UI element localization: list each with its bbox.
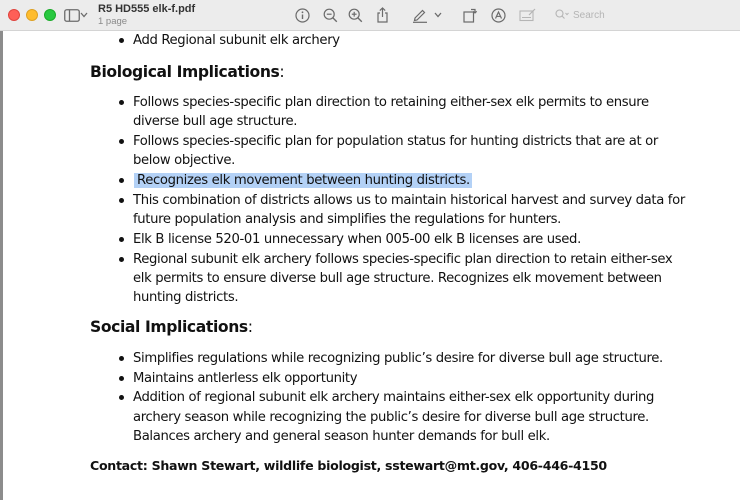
document-title: R5 HD555 elk-f.pdf (98, 3, 196, 15)
markup-pen-icon[interactable] (410, 6, 430, 24)
biological-implications-heading: Biological Implications: (90, 63, 285, 81)
form-icon[interactable] (518, 6, 538, 24)
bullet (119, 198, 124, 203)
search-icon (555, 9, 569, 23)
bullet (119, 376, 124, 381)
bio-line-7: future population analysis and simplifies the regulations for hunters. (133, 212, 562, 227)
search-field[interactable] (555, 7, 740, 24)
search-placeholder: Search (573, 10, 605, 21)
minimize-window-button[interactable] (26, 9, 38, 21)
zoom-out-icon[interactable] (320, 6, 340, 24)
social-implications-heading: Social Implications: (90, 318, 253, 336)
bullet (119, 257, 124, 262)
close-window-button[interactable] (8, 9, 20, 21)
window-edge (0, 31, 3, 500)
bullet (119, 356, 124, 361)
bio-line-8: Elk B license 520-01 unnecessary when 005-00 elk B licenses are used. (133, 232, 581, 247)
rotate-icon[interactable] (460, 6, 480, 24)
bullet (119, 38, 124, 43)
social-line-2: Maintains antlerless elk opportunity (133, 371, 358, 386)
social-line-1: Simplifies regulations while recognizing public’s desire for diverse bull age structure. (133, 351, 663, 366)
markup-chevron-down-icon[interactable] (432, 6, 444, 24)
contact-line: Contact: Shawn Stewart, wildlife biologist, sstewart@mt.gov, 406-446-4150 (90, 458, 607, 473)
text-highlight[interactable]: Recognizes elk movement between hunting districts. (134, 173, 472, 188)
bullet (119, 178, 124, 183)
bio-line-10: elk permits to ensure diverse bull age structure. Recognizes elk movement between (133, 271, 662, 286)
social-line-4: archery season while recognizing the public’s desire for diverse bull age structure. (133, 410, 649, 425)
social-line-3: Addition of regional subunit elk archery maintains either-sex elk opportunity during (133, 390, 655, 405)
bio-line-5-highlighted[interactable] (136, 172, 472, 190)
toolbar (0, 0, 740, 31)
bullet-text-add-archery: Add Regional subunit elk archery (133, 33, 340, 48)
bullet (119, 139, 124, 144)
bio-line-1: Follows species-specific plan direction to retaining either-sex elk permits to ensure (133, 95, 649, 110)
bio-line-6: This combination of districts allows us to maintain historical harvest and survey data for (133, 193, 685, 208)
zoom-in-icon[interactable] (345, 6, 365, 24)
bullet (119, 395, 124, 400)
maximize-window-button[interactable] (44, 9, 56, 21)
bio-line-11: hunting districts. (133, 290, 239, 305)
chevron-down-icon[interactable] (78, 6, 90, 24)
document-page-count: 1 page (98, 16, 128, 27)
bullet (119, 100, 124, 105)
bio-line-4: below objective. (133, 153, 236, 168)
bio-line-2: diverse bull age structure. (133, 114, 298, 129)
social-line-5: Balances archery and general season hunter demands for bull elk. (133, 429, 550, 444)
share-icon[interactable] (372, 6, 392, 24)
bullet (119, 237, 124, 242)
bio-line-3: Follows species-specific plan for population status for hunting districts that are at or (133, 134, 658, 149)
pdf-page (90, 31, 740, 500)
annotate-icon[interactable] (488, 6, 508, 24)
info-icon[interactable] (292, 6, 312, 24)
bio-line-9: Regional subunit elk archery follows species-specific plan direction to retain either-sex (133, 252, 673, 267)
